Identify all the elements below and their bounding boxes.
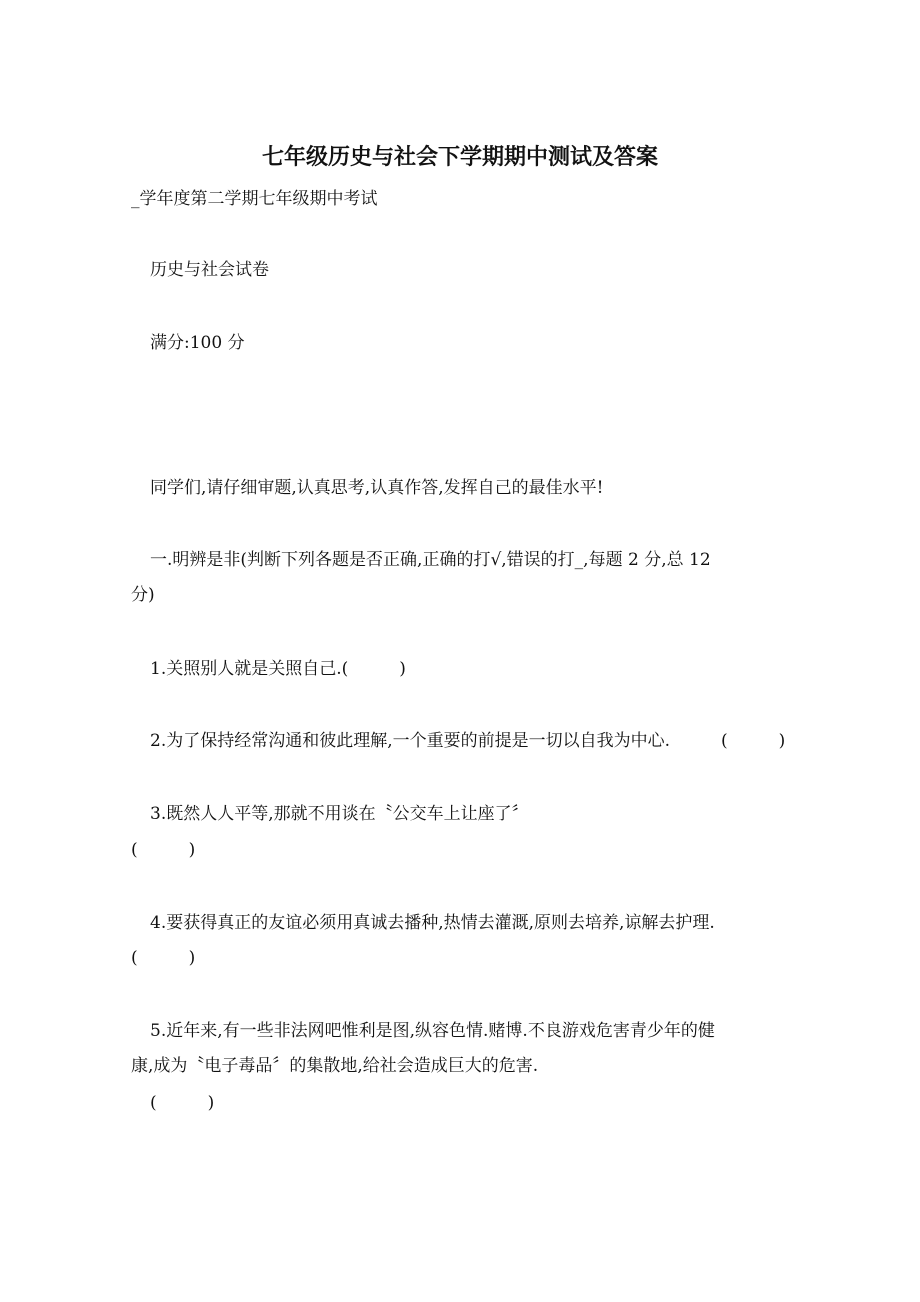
exam-subtitle: _学年度第二学期七年级期中考试	[131, 189, 378, 209]
answer-bracket: ( )	[131, 840, 196, 860]
greeting: 同学们,请仔细审题,认真思考,认真作答,发挥自己的最佳水平!	[150, 478, 604, 498]
question-text: 3.既然人人平等,那就不用谈在〝公交车上让座了〞	[150, 804, 529, 824]
question-text: 2.为了保持经常沟通和彼此理解,一个重要的前提是一切以自我为中心. ( )	[150, 731, 786, 751]
full-score: 满分:100 分	[150, 333, 245, 353]
exam-name: 历史与社会试卷	[150, 260, 269, 280]
question-text: 1.关照别人就是关照自己.( )	[150, 659, 406, 679]
question-text: 4.要获得真正的友谊必须用真诚去播种,热情去灌溉,原则去培养,谅解去护理.	[150, 913, 715, 933]
section-heading-line: 分)	[131, 585, 155, 605]
document-title: 七年级历史与社会下学期期中测试及答案	[261, 144, 658, 170]
question-text: 康,成为〝电子毒品〞的集散地,给社会造成巨大的危害.	[131, 1056, 539, 1076]
answer-bracket: ( )	[150, 1093, 215, 1113]
section-heading-line: 一.明辨是非(判断下列各题是否正确,正确的打√,错误的打_,每题 2 分,总 12	[150, 550, 711, 570]
answer-bracket: ( )	[131, 948, 196, 968]
question-text: 5.近年来,有一些非法网吧惟利是图,纵容色情.赌博.不良游戏危害青少年的健	[150, 1021, 715, 1041]
